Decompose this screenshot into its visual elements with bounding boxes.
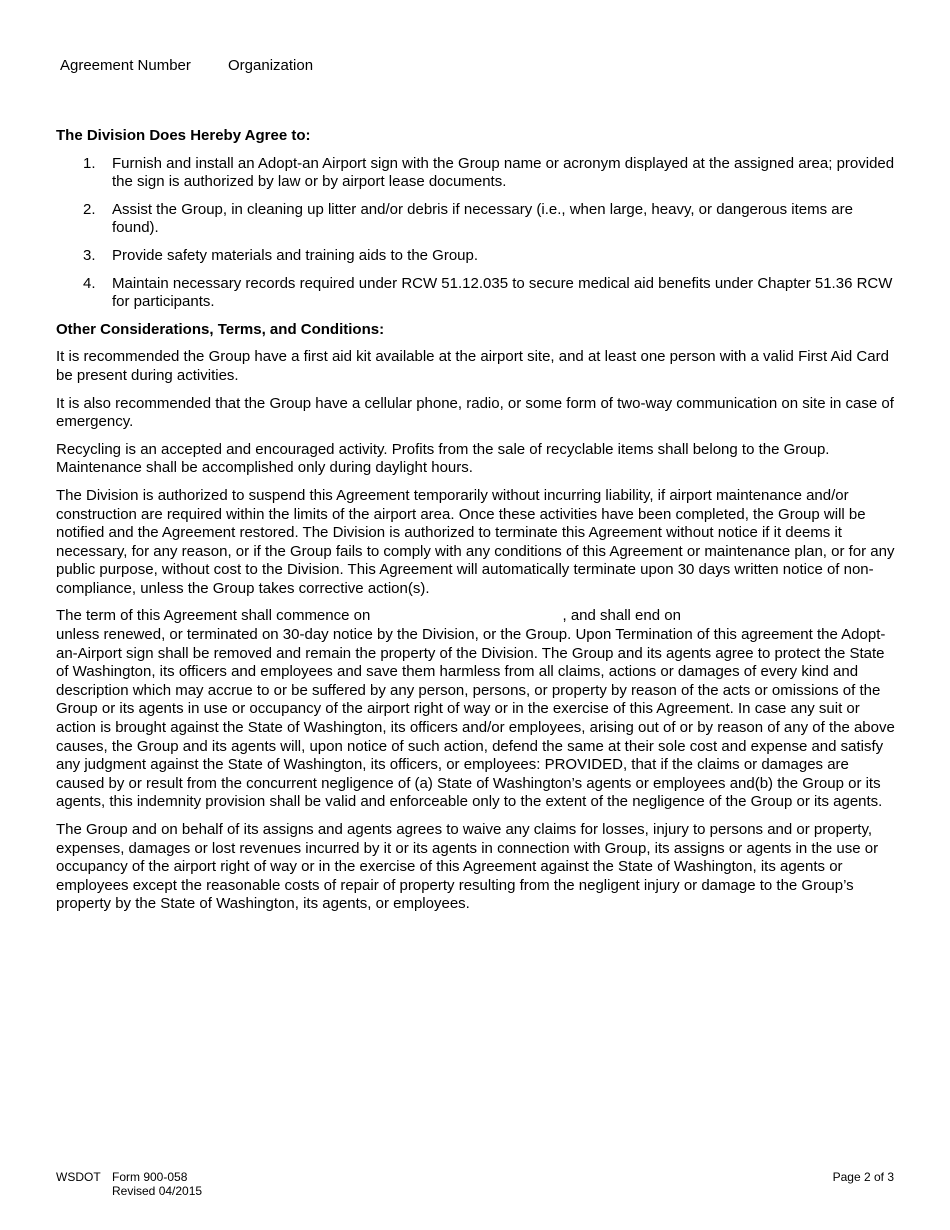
list-item <box>56 155 896 192</box>
paragraph-suspension: The Division is authorized to suspend this Agreement temporarily without incurring liability, if airport maintenance and/or construction are required within the limits of the airport area. Once these activities have been completed, the Group will be notified and the Agreement restored. The Division is authorized to terminate this Agreement without notice if it deems it necessary, for any reason, or if the Group fails to comply with any conditions of this Agreement or maintenance plan, or for any public purpose, without cost to the Division. This Agreement will automatically terminate upon 30 days written notice of non-compliance, unless the Group takes corrective action(s). <box>56 486 895 597</box>
footer-page-number: Page 2 of 3 <box>832 1170 894 1184</box>
footer-agency: WSDOT <box>56 1170 101 1184</box>
other-considerations-heading: Other Considerations, Terms, and Conditions: <box>56 320 385 338</box>
list-item-text: Furnish and install an Adopt-an Airport sign with the Group name or acronym displayed at the assigned area; provided the sign is authorized by law or by airport lease documents. <box>112 154 895 191</box>
footer-form-number: Form 900-058 <box>112 1170 188 1184</box>
list-item <box>56 247 896 266</box>
paragraph-waiver: The Group and on behalf of its assigns and agents agrees to waive any claims for losses, injury to persons and or property, expenses, damages or lost revenues incurred by it or its agents in connection with Group, its assigns or agents in the use or occupancy of the airport right of way or in the exercise of this Agreement against the State of Washington, its agents or employees except the reasonable costs of repair of property resulting from the negligent injury or damage to the Group’s property by the State of Washington, its agents, or employees. <box>56 821 879 913</box>
list-item-text: Maintain necessary records required under RCW 51.12.035 to secure medical aid benefits under Chapter 51.36 RCW for participants. <box>112 274 893 311</box>
paragraph-communication: It is also recommended that the Group have a cellular phone, radio, or some form of two-way communication on site in case of emergency. <box>56 394 894 431</box>
paragraph-term <box>56 607 896 812</box>
list-item-number: 3. <box>83 246 96 264</box>
term-text-start: The term of this Agreement shall commence on <box>56 607 371 625</box>
agreement-number-label: Agreement Number <box>60 57 191 74</box>
paragraph-recycling: Recycling is an accepted and encouraged activity. Profits from the sale of recyclable items shall belong to the Group. Maintenance shall be accomplished only during daylight hours. <box>56 440 830 477</box>
list-item-text: Provide safety materials and training aids to the Group. <box>112 246 479 264</box>
division-heading: The Division Does Hereby Agree to: <box>56 127 311 144</box>
footer-revised: Revised 04/2015 <box>112 1184 203 1198</box>
document-body <box>56 127 896 923</box>
list-item-number: 4. <box>83 274 96 292</box>
division-list <box>56 155 896 312</box>
term-text-rest: unless renewed, or terminated on 30-day notice by the Division, or the Group. Upon Termination of this agreement the Adopt-an-Airport sign shall be removed and remain the property of the Division. The Group and its agents agree to protect the State of Washington, its officers and employees and save them harmless from all claims, actions or damages of every kind and description which may accrue to or be suffered by any person, persons, or property by reason of the acts or omissions of the Group or its agents in use or occupancy of the airport right of way or in the exercise of this Agreement. In case any suit or action is brought against the State of Washington, its officers and/or employees, arising out of or by reason of any of the above causes, the Group and its agents will, upon notice of such action, defend the same at their sole cost and expense and satisfy any judgment against the State of Washington, its officers, or employees: PROVIDED, that if the claims or damages are caused by or result from the concurrent negligence of (a) State of Washington’s agents or employees and(b) the Group or its agents, this indemnity provision shall be valid and enforceable only to the extent of the negligence of the Group or its agents. <box>56 626 895 811</box>
list-item <box>56 275 896 312</box>
list-item-text: Assist the Group, in cleaning up litter and/or debris if necessary (i.e., when large, heavy, or dangerous items are found). <box>112 200 853 237</box>
list-item <box>56 201 896 238</box>
paragraph-first-aid: It is recommended the Group have a first aid kit available at the airport site, and at least one person with a valid First Aid Card be present during activities. <box>56 348 889 384</box>
term-text-end-on: , and shall end on <box>562 607 681 625</box>
footer-form-info <box>56 1170 202 1198</box>
list-item-number: 2. <box>83 200 96 218</box>
organization-label: Organization <box>228 57 314 74</box>
list-item-number: 1. <box>83 154 96 172</box>
